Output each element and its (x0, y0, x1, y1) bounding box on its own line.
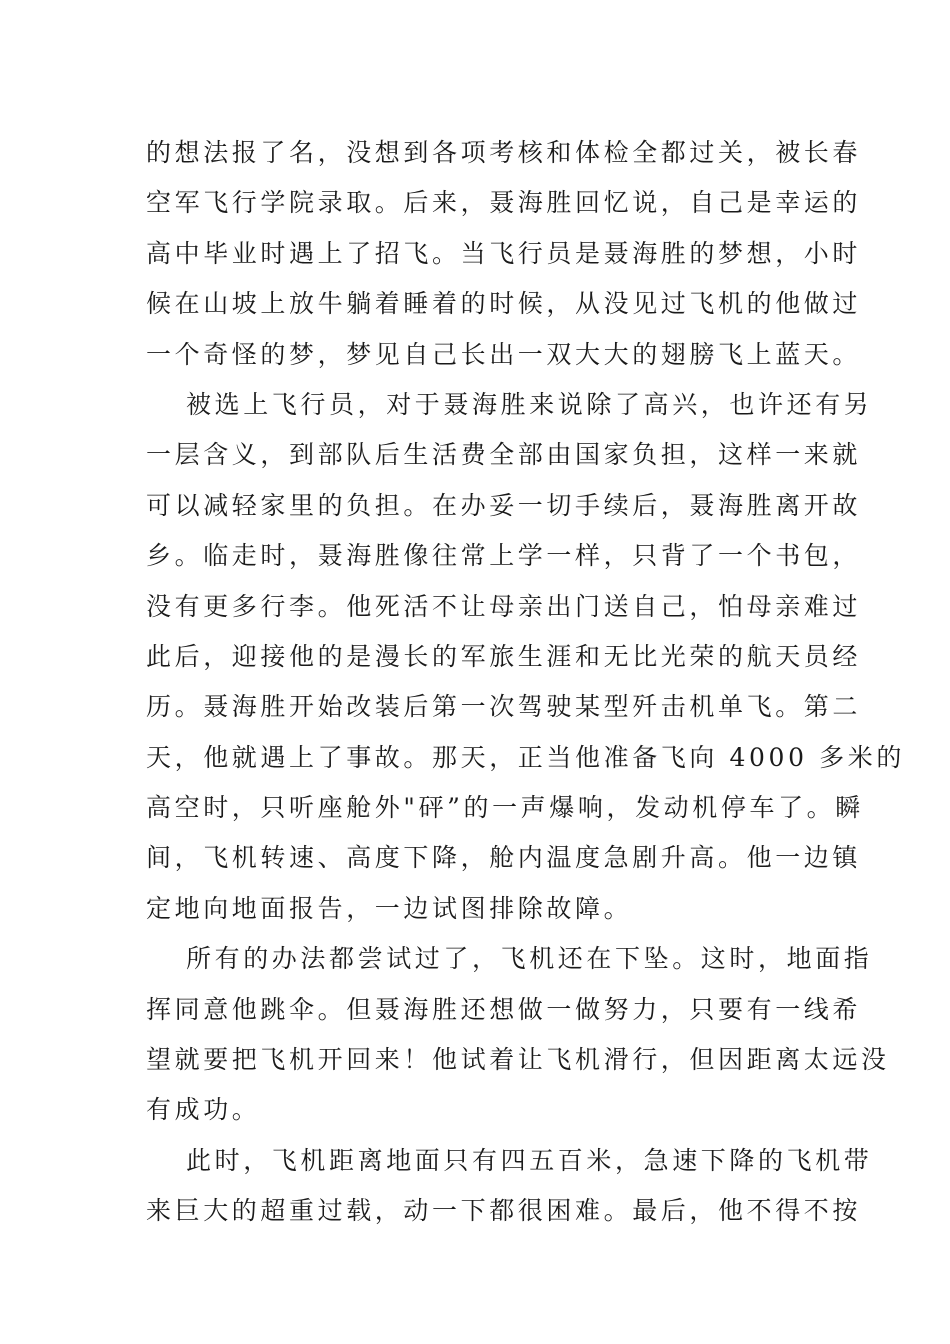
body-text (146, 128, 905, 1237)
text-line: 有成功。 (146, 1095, 261, 1125)
text-line: 一个奇怪的梦，梦见自己长出一双大大的翅膀飞上蓝天。 (146, 339, 862, 369)
text-line: 可以减轻家里的负担。在办妥一切手续后，聂海胜离开故 (146, 490, 862, 520)
text-line: 高空时，只听座舱外"砰”的一声爆响，发动机停车了。瞬 (146, 793, 864, 823)
text-line: 乡。临走时，聂海胜像往常上学一样，只背了一个书包， (146, 541, 862, 571)
text-line: 此时，飞机距离地面只有四五百米，急速下降的飞机带 (186, 1145, 873, 1175)
text-line: 被选上飞行员，对于聂海胜来说除了高兴，也许还有另 (186, 389, 873, 419)
text-line: 空军飞行学院录取。后来，聂海胜回忆说，自己是幸运的 (146, 188, 862, 218)
text-line: 来巨大的超重过载，动一下都很困难。最后，他不得不按 (146, 1196, 862, 1226)
text-line: 没有更多行李。他死活不让母亲出门送自己，怕母亲难过 (146, 591, 862, 621)
text-line: 的想法报了名，没想到各项考核和体检全都过关，被长春 (146, 138, 862, 167)
text-line: 挥同意他跳伞。但聂海胜还想做一做努力，只要有一线希 (146, 994, 862, 1024)
text-line: 望就要把飞机开回来！他试着让飞机滑行，但因距离太远没 (146, 1045, 890, 1075)
text-line: 此后，迎接他的是漫长的军旅生涯和无比光荣的航天员经 (146, 641, 862, 671)
text-line: 定地向地面报告，一边试图排除故障。 (146, 893, 633, 923)
text-line: 间，飞机转速、高度下降，舱内温度急剧升高。他一边镇 (146, 843, 862, 873)
text-line: 历。聂海胜开始改装后第一次驾驶某型歼击机单飞。第二 (146, 692, 862, 722)
text-line: 所有的办法都尝试过了，飞机还在下坠。这时，地面指 (186, 944, 873, 974)
text-line: 天，他就遇上了事故。那天，正当他准备飞向 4000 多米的 (146, 742, 905, 772)
text-line: 一层含义，到部队后生活费全部由国家负担，这样一来就 (146, 440, 862, 470)
text-line: 候在山坡上放牛躺着睡着的时候，从没见过飞机的他做过 (146, 289, 862, 319)
text-line: 高中毕业时遇上了招飞。当飞行员是聂海胜的梦想，小时 (146, 238, 862, 268)
